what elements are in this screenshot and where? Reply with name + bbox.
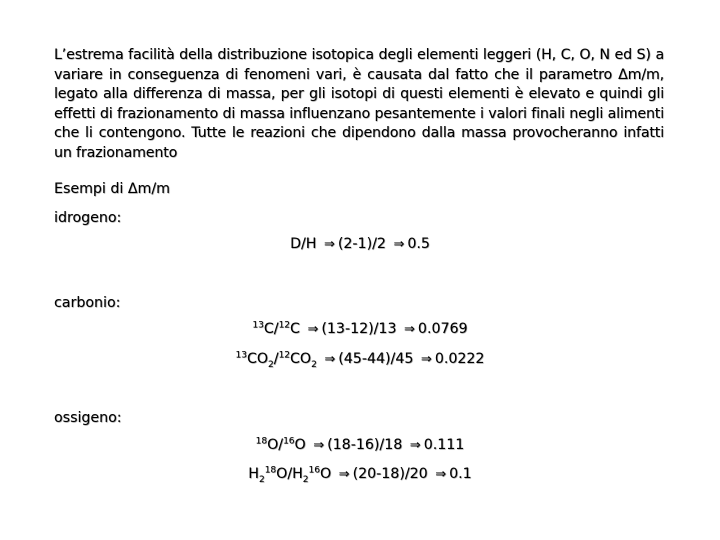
examples-heading: Esempi di Δm/m bbox=[54, 181, 170, 197]
implies-arrow: ⇒ bbox=[323, 237, 335, 252]
implies-arrow: ⇒ bbox=[409, 438, 421, 453]
expression: (2-1)/2 bbox=[337, 236, 386, 252]
expression: (18-16)/18 bbox=[327, 437, 403, 453]
oxygen-equation-1 bbox=[0, 437, 720, 453]
hydrogen-equation bbox=[0, 236, 720, 252]
implies-arrow: ⇒ bbox=[338, 467, 350, 482]
oxygen-label: ossigeno: bbox=[54, 410, 122, 426]
implies-arrow: ⇒ bbox=[393, 237, 405, 252]
result: 0.0769 bbox=[417, 321, 468, 337]
carbon-label: carbonio: bbox=[54, 295, 121, 311]
oxygen-equation-2 bbox=[0, 465, 720, 485]
implies-arrow: ⇒ bbox=[313, 438, 325, 453]
implies-arrow: ⇒ bbox=[324, 352, 336, 367]
intro-paragraph: L’estrema facilità della distribuzione isotopica degli elementi leggeri (H, C, O, N ed S) a variare in conseguenza di fenomeni vari, è causata dal fatto che il parametro Δm/m, legato alla differenza di massa, per gli isotopi di questi elementi è elevato e quindi gli effetti di frazionamento di massa influenzano pesantemente i valori finali negli alimenti che li contengono. Tutte le reazioni che dipendono dalla massa provocheranno infatti un frazionamento bbox=[54, 47, 664, 161]
isotope-ratio: $^{13}$C/$^{12}$C bbox=[252, 320, 300, 337]
result: 0.0222 bbox=[434, 351, 485, 367]
expression: (13-12)/13 bbox=[321, 321, 397, 337]
ratio: D/H bbox=[290, 236, 317, 252]
implies-arrow: ⇒ bbox=[435, 467, 447, 482]
expression: (45-44)/45 bbox=[338, 351, 414, 367]
implies-arrow: ⇒ bbox=[404, 322, 415, 337]
result: 0.5 bbox=[407, 236, 430, 252]
carbon-equation-1 bbox=[0, 321, 720, 337]
implies-arrow: ⇒ bbox=[420, 352, 432, 367]
isotope-ratio: $^{18}$O/$^{16}$O bbox=[255, 436, 306, 453]
isotope-ratio: $H_2^{18}O/H_2^{16}O$ bbox=[248, 465, 332, 485]
carbon-equation-2 bbox=[0, 350, 720, 370]
result: 0.111 bbox=[423, 437, 465, 453]
hydrogen-label: idrogeno: bbox=[54, 210, 122, 226]
result: 0.1 bbox=[449, 466, 472, 482]
expression: (20-18)/20 bbox=[352, 466, 428, 482]
implies-arrow: ⇒ bbox=[307, 322, 319, 337]
isotope-ratio: $^{13}CO_2/^{12}CO_2$ bbox=[235, 350, 317, 370]
